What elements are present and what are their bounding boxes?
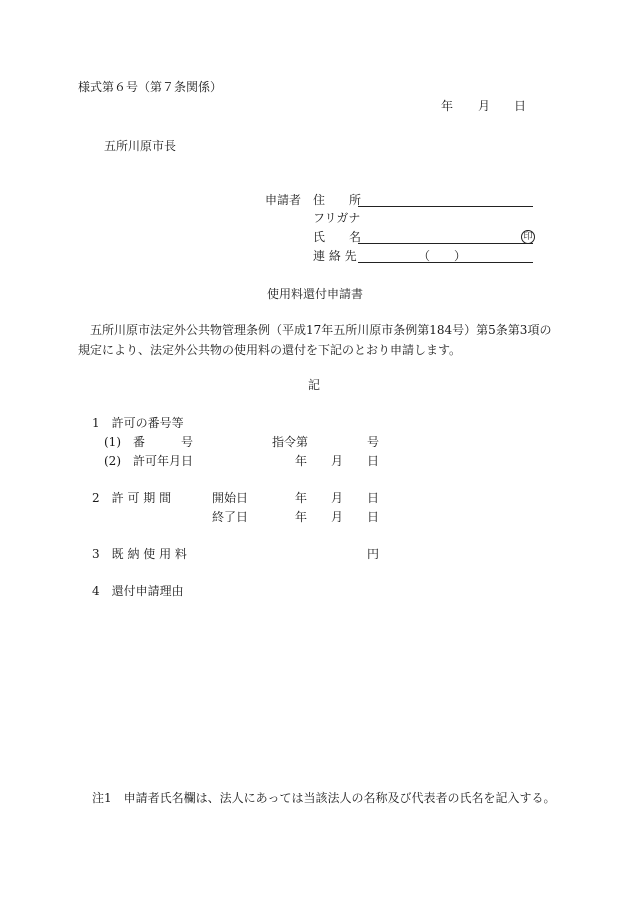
end-day: 日 — [367, 510, 380, 524]
item-1-label: 1 許可の番号等 — [92, 416, 184, 430]
start-year: 年 — [295, 491, 308, 505]
contact-label: 連 絡 先 — [313, 249, 357, 263]
applicant-label: 申請者 — [265, 193, 302, 207]
date-month: 月 — [478, 99, 491, 113]
name-label: 氏 名 — [313, 230, 362, 244]
start-date-label: 開始日 — [212, 491, 249, 505]
date-year: 年 — [441, 99, 454, 113]
start-day: 日 — [367, 491, 380, 505]
permit-date-label: (2) 許可年月日 — [104, 454, 193, 468]
address-field[interactable] — [358, 206, 533, 207]
permit-number-label: (1) 番 号 — [104, 435, 193, 449]
date-day: 日 — [514, 99, 527, 113]
body-text: 五所川原市法定外公共物管理条例（平成17年五所川原市条例第184号）第5条第3項の規定により、法定外公共物の使用料の還付を下記のとおり申請します。 — [78, 323, 552, 357]
end-year: 年 — [295, 510, 308, 524]
permit-date-month: 月 — [331, 454, 344, 468]
name-field[interactable] — [358, 243, 533, 244]
footnote: 注1 申請者氏名欄は、法人にあっては当該法人の名称及び代表者の氏名を記入する。 — [92, 791, 556, 805]
form-number: 様式第６号（第７条関係） — [78, 80, 223, 94]
permit-date-year: 年 — [295, 454, 308, 468]
addressee: 五所川原市長 — [104, 139, 177, 153]
seal-icon: 印 — [521, 230, 535, 244]
start-month: 月 — [331, 491, 344, 505]
permit-number-suffix: 号 — [367, 435, 380, 449]
furigana-label: フリガナ — [313, 211, 361, 225]
contact-parens: （ ） — [418, 249, 467, 263]
address-label: 住 所 — [313, 193, 362, 207]
end-date-label: 終了日 — [212, 510, 249, 524]
item-3-label: 3 既 納 使 用 料 — [92, 547, 187, 561]
document-title: 使用料還付申請書 — [267, 287, 364, 301]
permit-number-prefix: 指令第 — [272, 435, 309, 449]
end-month: 月 — [331, 510, 344, 524]
ki-heading: 記 — [308, 378, 321, 392]
item-2-label: 2 許 可 期 間 — [92, 491, 172, 505]
yen-unit: 円 — [367, 547, 380, 561]
permit-date-day: 日 — [367, 454, 380, 468]
item-4-label: 4 還付申請理由 — [92, 584, 184, 598]
